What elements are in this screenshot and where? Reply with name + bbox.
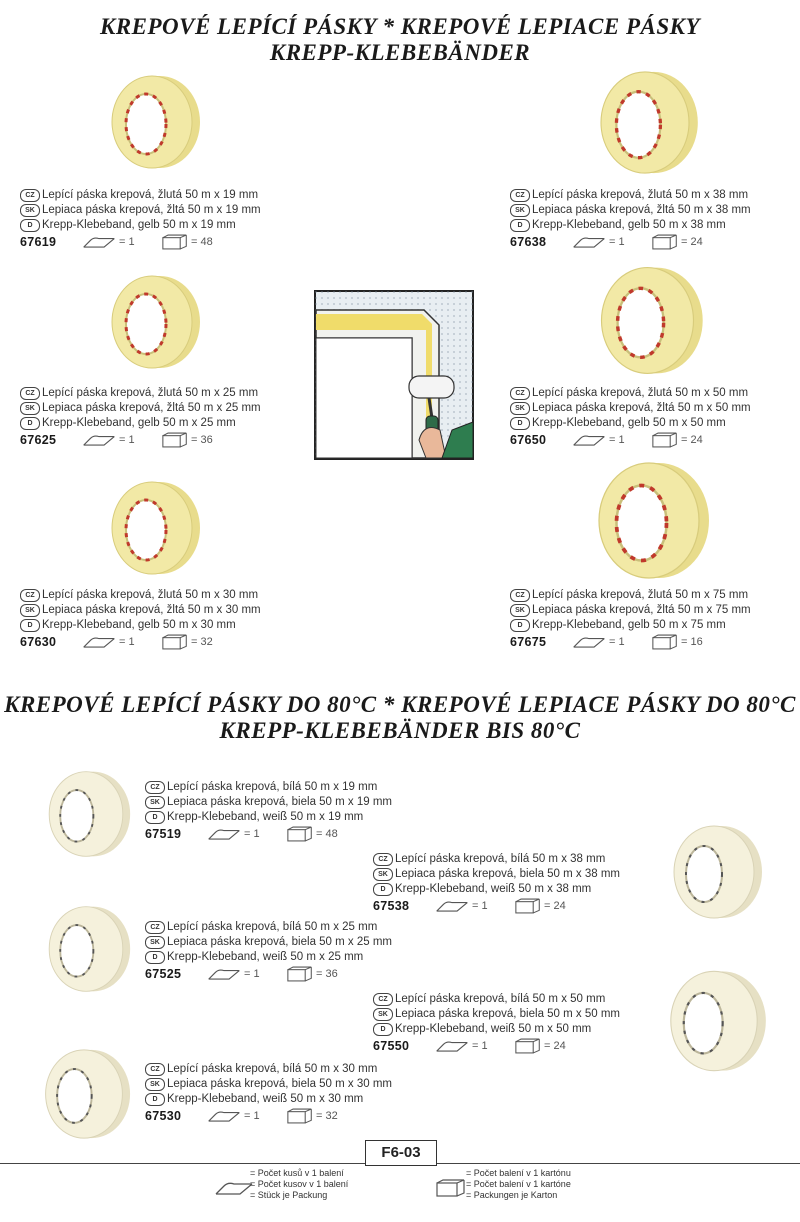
product-code: 67675 (510, 634, 547, 649)
tape-roll-icon (207, 827, 241, 841)
lang-badge-cz: CZ (373, 853, 393, 866)
lang-badge-d: D (20, 219, 40, 232)
desc-sk: Lepiaca páska krepová, žltá 50 m x 30 mm (42, 604, 261, 616)
tape-roll-icon (435, 899, 469, 913)
tape-roll-icon (82, 235, 116, 249)
product-code: 67619 (20, 234, 57, 249)
section-title-1-line1: KREPOVÉ LEPÍCÍ PÁSKY * KREPOVÉ LEPIACE PÁSKY (99, 14, 701, 39)
lang-badge-sk: SK (510, 402, 530, 415)
packs-per-carton: = 32 (316, 1109, 338, 1122)
pieces-per-pack: = 1 (244, 827, 260, 840)
legend-tape-roll-icon (214, 1180, 254, 1196)
lang-badge-sk: SK (145, 1078, 165, 1091)
packs-per-carton: = 16 (681, 635, 703, 648)
desc-cz: Lepící páska krepová, žlutá 50 m x 25 mm (42, 387, 259, 399)
carton-box-icon (515, 1038, 541, 1054)
tape-roll-image-67638 (590, 65, 700, 180)
packs-per-carton: = 24 (544, 899, 566, 912)
desc-cz: Lepící páska krepová, žlutá 50 m x 50 mm (532, 387, 749, 399)
tape-roll-image-67538 (664, 822, 764, 922)
desc-sk: Lepiaca páska krepová, žltá 50 m x 50 mm (532, 402, 751, 414)
lang-badge-cz: CZ (20, 589, 40, 602)
lang-badge-d: D (510, 619, 530, 632)
lang-badge-d: D (145, 951, 165, 964)
lang-badge-sk: SK (510, 604, 530, 617)
product-67650 (510, 386, 751, 448)
desc-d: Krepp-Klebeband, gelb 50 m x 75 mm (532, 619, 726, 631)
lang-badge-d: D (20, 417, 40, 430)
desc-sk: Lepiaca páska krepová, žltá 50 m x 75 mm (532, 604, 751, 616)
tape-roll-image-67650 (590, 263, 705, 378)
packs-per-carton: = 24 (681, 235, 703, 248)
pieces-per-pack: = 1 (609, 235, 625, 248)
tape-roll-image-67625 (102, 272, 202, 372)
tape-roll-icon (207, 1109, 241, 1123)
lang-badge-cz: CZ (373, 993, 393, 1006)
tape-roll-icon (82, 635, 116, 649)
pieces-per-pack: = 1 (244, 967, 260, 980)
lang-badge-cz: CZ (510, 589, 530, 602)
lang-badge-d: D (145, 811, 165, 824)
pieces-per-pack: = 1 (472, 899, 488, 912)
tape-roll-image-67550 (660, 962, 768, 1080)
lang-badge-d: D (373, 1023, 393, 1036)
desc-d: Krepp-Klebeband, gelb 50 m x 30 mm (42, 619, 236, 631)
product-67625 (20, 386, 261, 448)
product-67519 (145, 780, 392, 842)
pieces-per-pack: = 1 (609, 635, 625, 648)
product-code: 67519 (145, 826, 182, 841)
lang-badge-cz: CZ (20, 189, 40, 202)
pieces-per-pack: = 1 (472, 1039, 488, 1052)
product-code: 67630 (20, 634, 57, 649)
lang-badge-sk: SK (510, 204, 530, 217)
lang-badge-sk: SK (373, 868, 393, 881)
desc-d: Krepp-Klebeband, gelb 50 m x 19 mm (42, 219, 236, 231)
product-code: 67550 (373, 1038, 410, 1053)
desc-cz: Lepící páska krepová, bílá 50 m x 25 mm (167, 921, 378, 933)
desc-cz: Lepící páska krepová, žlutá 50 m x 30 mm (42, 589, 259, 601)
carton-box-icon (652, 634, 678, 650)
legend-carton-box-icon (436, 1178, 466, 1198)
lang-badge-cz: CZ (145, 921, 165, 934)
lang-badge-cz: CZ (510, 189, 530, 202)
tape-roll-image-67630 (102, 478, 202, 578)
desc-cz: Lepící páska krepová, žlutá 50 m x 19 mm (42, 189, 259, 201)
product-67619 (20, 188, 261, 250)
door-painting-illustration (314, 290, 474, 460)
legend-cartons-cz: = Počet balení v 1 kartónu (466, 1168, 571, 1178)
product-code: 67638 (510, 234, 547, 249)
product-code: 67650 (510, 432, 547, 447)
product-code: 67625 (20, 432, 57, 447)
lang-badge-sk: SK (20, 204, 40, 217)
lang-badge-d: D (510, 417, 530, 430)
carton-box-icon (162, 234, 188, 250)
tape-roll-icon (207, 967, 241, 981)
tape-roll-icon (572, 635, 606, 649)
desc-cz: Lepící páska krepová, bílá 50 m x 38 mm (395, 853, 606, 865)
product-67538 (373, 852, 620, 914)
lang-badge-d: D (20, 619, 40, 632)
packs-per-carton: = 32 (191, 635, 213, 648)
lang-badge-sk: SK (145, 796, 165, 809)
desc-d: Krepp-Klebeband, gelb 50 m x 25 mm (42, 417, 236, 429)
packs-per-carton: = 36 (191, 433, 213, 446)
pieces-per-pack: = 1 (609, 433, 625, 446)
lang-badge-d: D (145, 1093, 165, 1106)
pieces-per-pack: = 1 (119, 433, 135, 446)
lang-badge-sk: SK (20, 604, 40, 617)
desc-cz: Lepící páska krepová, bílá 50 m x 19 mm (167, 781, 378, 793)
section-title-1 (0, 14, 800, 66)
lang-badge-sk: SK (145, 936, 165, 949)
packs-per-carton: = 24 (544, 1039, 566, 1052)
product-67530 (145, 1062, 392, 1124)
carton-box-icon (162, 634, 188, 650)
desc-cz: Lepící páska krepová, bílá 50 m x 30 mm (167, 1063, 378, 1075)
carton-box-icon (652, 234, 678, 250)
desc-d: Krepp-Klebeband, weiß 50 m x 25 mm (167, 951, 364, 963)
pieces-per-pack: = 1 (119, 235, 135, 248)
carton-box-icon (652, 432, 678, 448)
desc-sk: Lepiaca páska krepová, žltá 50 m x 38 mm (532, 204, 751, 216)
lang-badge-d: D (373, 883, 393, 896)
carton-box-icon (515, 898, 541, 914)
pieces-per-pack: = 1 (244, 1109, 260, 1122)
packs-per-carton: = 48 (191, 235, 213, 248)
desc-sk: Lepiaca páska krepová, žltá 50 m x 25 mm (42, 402, 261, 414)
desc-sk: Lepiaca páska krepová, biela 50 m x 50 mm (395, 1008, 621, 1020)
desc-d: Krepp-Klebeband, gelb 50 m x 50 mm (532, 417, 726, 429)
tape-roll-image-67619 (102, 72, 202, 172)
desc-sk: Lepiaca páska krepová, biela 50 m x 19 mm (167, 796, 393, 808)
packs-per-carton: = 36 (316, 967, 338, 980)
lang-badge-sk: SK (373, 1008, 393, 1021)
product-67525 (145, 920, 392, 982)
page-number: F6-03 (365, 1140, 437, 1166)
section-title-2-line2: KREPP-KLEBEBÄNDER BIS 80°C (219, 718, 581, 743)
desc-sk: Lepiaca páska krepová, biela 50 m x 38 mm (395, 868, 621, 880)
carton-box-icon (287, 1108, 313, 1124)
desc-cz: Lepící páska krepová, žlutá 50 m x 75 mm (532, 589, 749, 601)
product-67630 (20, 588, 261, 650)
desc-d: Krepp-Klebeband, weiß 50 m x 50 mm (395, 1023, 592, 1035)
pieces-per-pack: = 1 (119, 635, 135, 648)
product-67550 (373, 992, 620, 1054)
legend-pieces (250, 1168, 348, 1201)
legend-pieces-sk: = Počet kusov v 1 balení (250, 1179, 349, 1189)
desc-d: Krepp-Klebeband, gelb 50 m x 38 mm (532, 219, 726, 231)
product-67638 (510, 188, 751, 250)
desc-sk: Lepiaca páska krepová, biela 50 m x 30 mm (167, 1078, 393, 1090)
lang-badge-cz: CZ (145, 1063, 165, 1076)
section-title-2 (0, 692, 800, 744)
desc-cz: Lepící páska krepová, žlutá 50 m x 38 mm (532, 189, 749, 201)
section-title-1-line2: KREPP-KLEBEBÄNDER (269, 40, 531, 65)
packs-per-carton: = 24 (681, 433, 703, 446)
product-code: 67530 (145, 1108, 182, 1123)
desc-sk: Lepiaca páska krepová, biela 50 m x 25 mm (167, 936, 393, 948)
legend-cartons-d: = Packungen je Karton (466, 1190, 558, 1200)
section-title-2-line1: KREPOVÉ LEPÍCÍ PÁSKY DO 80°C * KREPOVÉ LEPIACE PÁSKY DO 80°C (4, 692, 796, 717)
legend-pieces-d: = Stück je Packung (250, 1190, 328, 1200)
product-67675 (510, 588, 751, 650)
product-code: 67538 (373, 898, 410, 913)
desc-cz: Lepící páska krepová, bílá 50 m x 50 mm (395, 993, 606, 1005)
tape-roll-icon (82, 433, 116, 447)
desc-sk: Lepiaca páska krepová, žltá 50 m x 19 mm (42, 204, 261, 216)
product-code: 67525 (145, 966, 182, 981)
desc-d: Krepp-Klebeband, weiß 50 m x 19 mm (167, 811, 364, 823)
carton-box-icon (287, 826, 313, 842)
legend-cartons (466, 1168, 571, 1201)
desc-d: Krepp-Klebeband, weiß 50 m x 38 mm (395, 883, 592, 895)
tape-roll-icon (435, 1039, 469, 1053)
lang-badge-cz: CZ (145, 781, 165, 794)
lang-badge-d: D (510, 219, 530, 232)
lang-badge-cz: CZ (20, 387, 40, 400)
tape-roll-image-67675 (585, 458, 713, 583)
tape-roll-image-67519 (40, 758, 132, 870)
lang-badge-cz: CZ (510, 387, 530, 400)
legend-cartons-sk: = Počet balení v 1 kartóne (466, 1179, 571, 1189)
tape-roll-image-67525 (40, 893, 132, 1005)
desc-d: Krepp-Klebeband, weiß 50 m x 30 mm (167, 1093, 364, 1105)
carton-box-icon (162, 432, 188, 448)
legend-pieces-cz: = Počet kusů v 1 balení (250, 1168, 344, 1178)
tape-roll-icon (572, 433, 606, 447)
lang-badge-sk: SK (20, 402, 40, 415)
tape-roll-icon (572, 235, 606, 249)
carton-box-icon (287, 966, 313, 982)
packs-per-carton: = 48 (316, 827, 338, 840)
tape-roll-image-67530 (36, 1035, 132, 1153)
